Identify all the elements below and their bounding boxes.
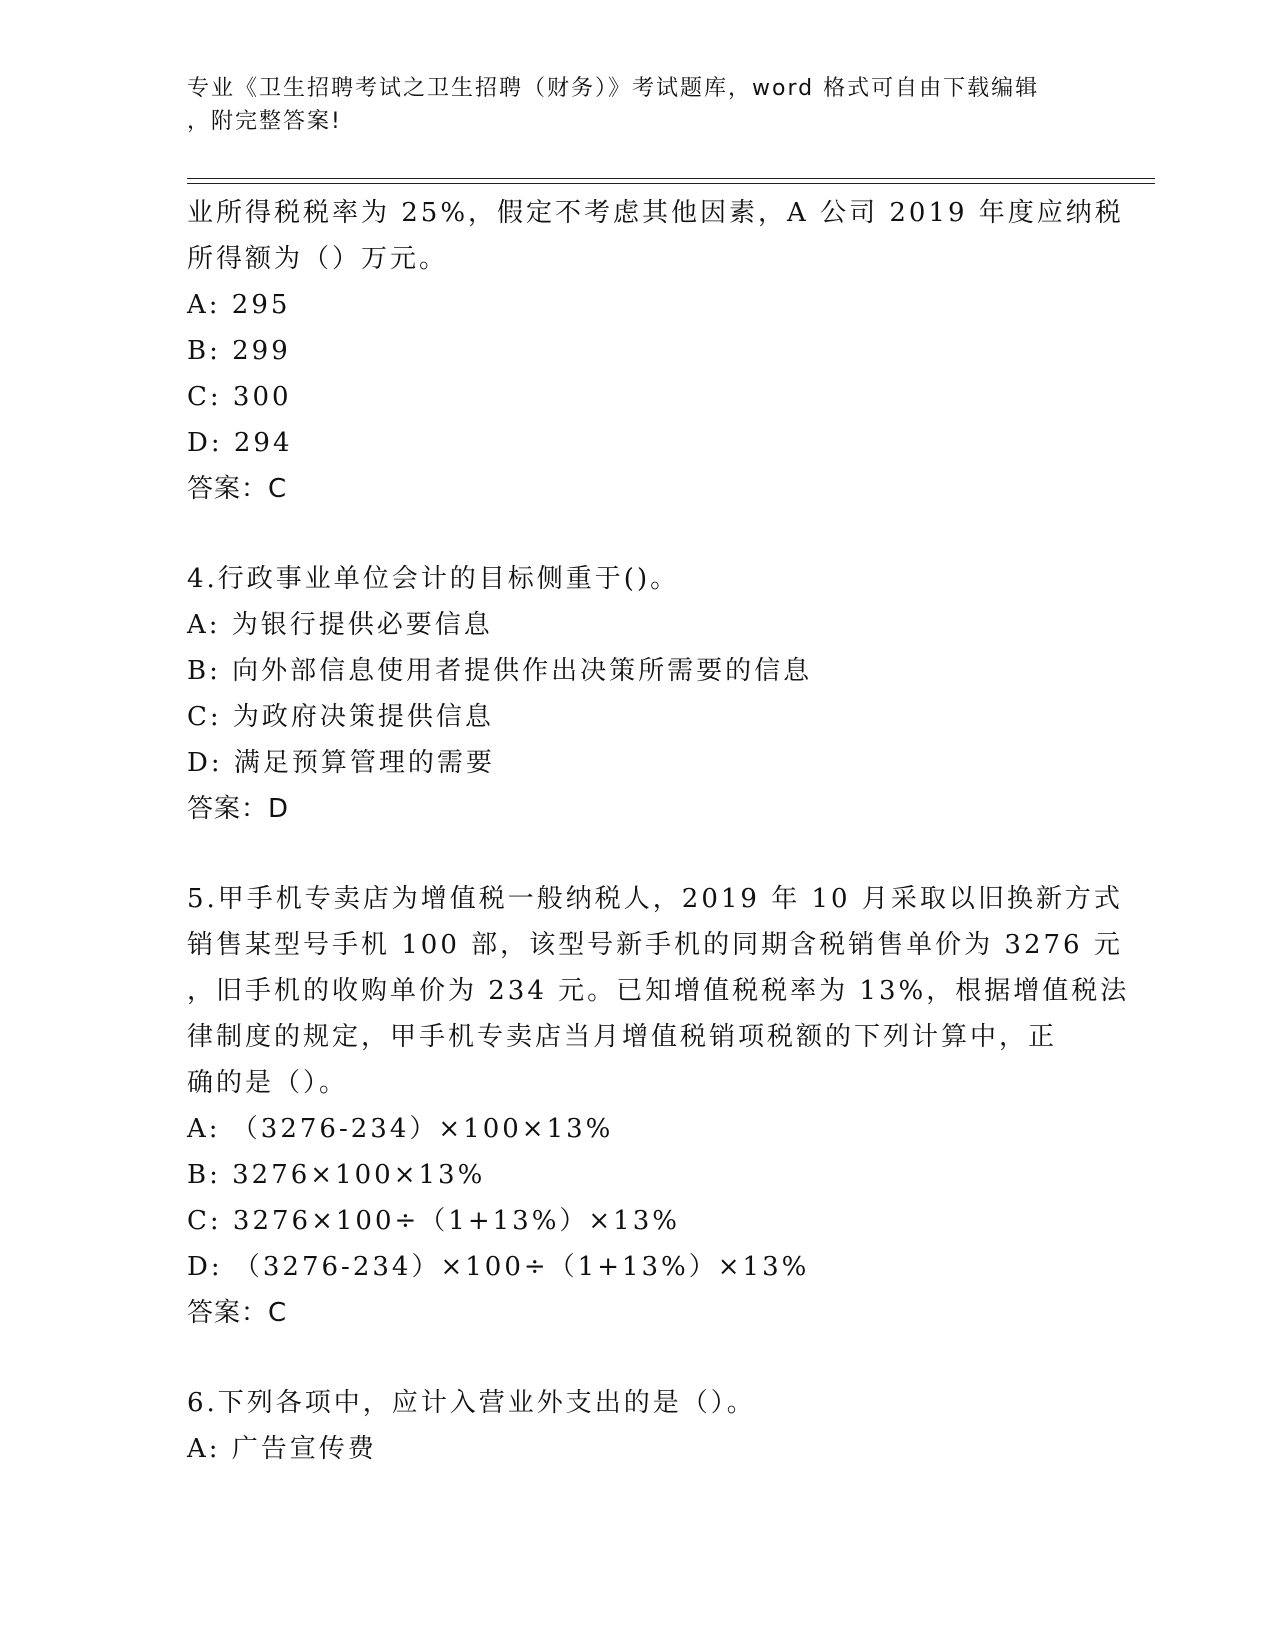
question-list xyxy=(187,190,1130,1472)
question-3 xyxy=(187,190,1124,512)
question-6 xyxy=(187,1380,1087,1472)
header-line-2: ，附完整答案! xyxy=(187,109,342,134)
question-5-text-line-2: 销售某型号手机 100 部，该型号新手机的同期含税销售单价为 3276 元 xyxy=(187,930,1123,960)
question-3-answer: 答案：C xyxy=(187,474,288,504)
document-header xyxy=(187,72,1087,138)
question-3-option-d: D: 294 xyxy=(187,428,293,458)
question-6-text: 6.下列各项中，应计入营业外支出的是（）。 xyxy=(187,1388,756,1418)
question-5-text-line-1: 5.甲手机专卖店为增值税一般纳税人，2019 年 10 月采取以旧换新方式 xyxy=(187,884,1123,914)
question-5 xyxy=(187,876,1130,1336)
question-4-option-d: D: 满足预算管理的需要 xyxy=(187,748,495,778)
question-4 xyxy=(187,556,1087,832)
question-3-text-line-2: 所得额为（）万元。 xyxy=(187,244,449,274)
question-5-option-a: A: （3276-234）×100×13% xyxy=(187,1114,614,1144)
question-5-answer: 答案：C xyxy=(187,1298,288,1328)
question-4-text: 4.行政事业单位会计的目标侧重于()。 xyxy=(187,564,680,594)
question-3-option-a: A: 295 xyxy=(187,290,291,320)
spacer xyxy=(187,512,1087,556)
header-divider-top xyxy=(187,178,1155,179)
question-5-text-line-4: 律制度的规定，甲手机专卖店当月增值税销项税额的下列计算中，正 xyxy=(187,1022,1058,1052)
spacer xyxy=(187,832,1087,876)
question-3-option-b: B: 299 xyxy=(187,336,291,366)
header-divider-bottom xyxy=(187,183,1155,184)
spacer xyxy=(187,1336,1087,1380)
question-3-option-c: C: 300 xyxy=(187,382,292,412)
question-4-option-c: C: 为政府决策提供信息 xyxy=(187,702,494,732)
question-3-text-line-1: 业所得税税率为 25%，假定不考虑其他因素，A 公司 2019 年度应纳税 xyxy=(187,198,1124,228)
header-line-1: 专业《卫生招聘考试之卫生招聘（财务）》考试题库，word 格式可自由下载编辑 xyxy=(187,76,1040,101)
question-4-option-a: A: 为银行提供必要信息 xyxy=(187,610,493,640)
question-6-option-a: A: 广告宣传费 xyxy=(187,1434,377,1464)
question-4-option-b: B: 向外部信息使用者提供作出决策所需要的信息 xyxy=(187,656,813,686)
question-5-option-d: D: （3276-234）×100÷（1+13%）×13% xyxy=(187,1252,810,1282)
question-5-text-line-3: ，旧手机的收购单价为 234 元。已知增值税税率为 13%，根据增值税法 xyxy=(187,976,1130,1006)
question-5-text-line-5: 确的是（）。 xyxy=(187,1068,349,1098)
question-5-option-c: C: 3276×100÷（1+13%）×13% xyxy=(187,1206,680,1236)
question-4-answer: 答案：D xyxy=(187,794,290,824)
question-5-option-b: B: 3276×100×13% xyxy=(187,1160,486,1190)
